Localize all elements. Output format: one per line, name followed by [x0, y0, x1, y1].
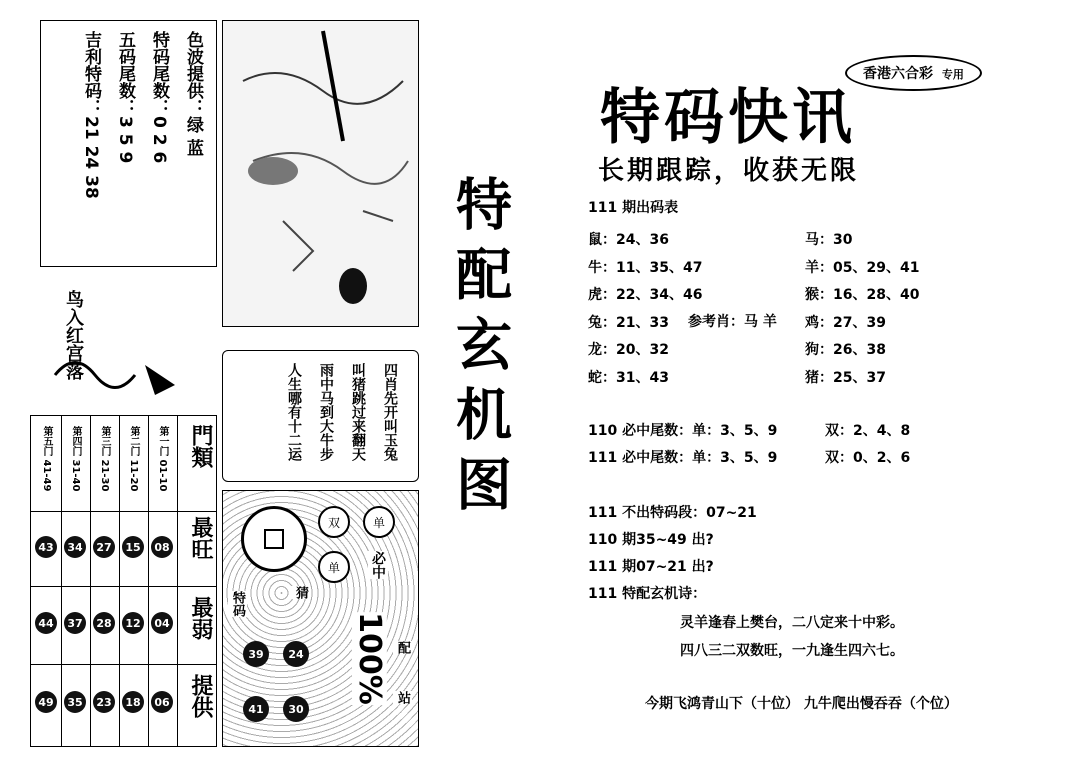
number-ball-offer: 06	[151, 691, 173, 713]
pick-label-2: 猜	[293, 586, 308, 599]
landscape-drawing	[223, 21, 418, 326]
line-c: 111 期07~21 出?	[588, 559, 714, 575]
zodiac-entry: 虎：22、34、46	[588, 287, 703, 303]
door-range: 第一门 01-10	[157, 426, 168, 492]
tail-111-even: 双：0、2、6	[825, 450, 911, 466]
coin-label: 必中	[370, 551, 386, 579]
poem-box	[222, 350, 419, 482]
table-header-column	[177, 416, 216, 746]
number-ball-offer: 49	[35, 691, 57, 713]
number-ball-offer: 18	[122, 691, 144, 713]
number-ball-hot: 15	[122, 536, 144, 558]
door-table	[30, 415, 217, 747]
number-ball-offer: 23	[93, 691, 115, 713]
door-range: 第四门 31-40	[70, 426, 81, 492]
number-ball-weak: 04	[151, 612, 173, 634]
coin-panel	[222, 490, 419, 747]
number-ball-offer: 35	[64, 691, 86, 713]
zodiac-entry: 猴：16、28、40	[805, 287, 920, 303]
pick-number-4: 30	[283, 696, 309, 722]
info-line-3: 五码尾数：3 5 9	[115, 31, 135, 164]
header-offer: 提供	[188, 674, 213, 718]
zodiac-entry: 兔：21、33	[588, 314, 669, 331]
line-b: 110 期35~49 出?	[588, 532, 714, 548]
pick-number-3: 24	[283, 641, 309, 667]
slogan: 长期跟踪，收获无限	[598, 156, 860, 186]
landscape-illustration	[222, 20, 419, 327]
footer-line: 今期飞鸿青山下（十位） 九牛爬出慢吞吞（个位）	[645, 696, 958, 712]
reference-zodiac: 参考肖：马 羊	[688, 314, 777, 330]
table-row	[148, 416, 178, 746]
zodiac-entry: 蛇：31、43	[588, 369, 669, 386]
number-ball-weak: 28	[93, 612, 115, 634]
poem-line-1: 四肖先开叫玉兔	[382, 363, 398, 461]
header-door: 門類	[188, 424, 213, 468]
door-range: 第五门 41-49	[41, 426, 52, 492]
info-panel	[40, 20, 217, 267]
coin-tag-3: 单	[363, 506, 395, 538]
zodiac-entry: 狗：26、38	[805, 342, 886, 358]
info-line-4: 吉利特码：21 24 38	[81, 31, 101, 199]
pick-number-2: 41	[243, 696, 269, 722]
left-page-title: 特配玄机图	[447, 175, 513, 525]
poem-line-a: 灵羊逢春上樊台，二八定来十中彩。	[680, 615, 904, 631]
hk-stamp	[845, 55, 982, 91]
tail-111: 111 必中尾数：单：3、5、9	[588, 450, 778, 466]
zodiac-entry: 猪：25、37	[805, 369, 886, 386]
zodiac-entry: 牛：11、35、47	[588, 259, 703, 276]
illustration-caption: 鸟入红宫落	[63, 290, 84, 380]
table-row	[32, 416, 62, 746]
poem-line-b: 四八三二双数旺，一九逢生四六七。	[680, 643, 904, 659]
number-ball-weak: 44	[35, 612, 57, 634]
table-row	[61, 416, 91, 746]
pick-label-3: 配	[395, 641, 410, 654]
number-ball-weak: 12	[122, 612, 144, 634]
poem-line-3: 雨中马到大牛步	[318, 363, 334, 461]
coin-icon	[241, 506, 307, 572]
number-ball-hot: 27	[93, 536, 115, 558]
header-weak: 最弱	[188, 596, 213, 640]
number-ball-weak: 37	[64, 612, 86, 634]
pick-label-1: 特码	[230, 591, 245, 617]
bird-sketch-icon	[45, 345, 185, 405]
number-ball-hot: 34	[64, 536, 86, 558]
info-line-1: 色波提供：绿 蓝	[183, 31, 203, 156]
hk-stamp-text: 香港六合彩	[863, 66, 933, 82]
zodiac-entry: 鼠：24、36	[588, 232, 669, 248]
number-ball-hot: 08	[151, 536, 173, 558]
tail-110: 110 必中尾数：单：3、5、9	[588, 423, 778, 439]
right-page	[540, 0, 1080, 775]
table-row	[90, 416, 120, 746]
pick-label-4: 站	[395, 691, 410, 704]
door-range: 第三门 21-30	[99, 426, 110, 492]
poem-line-2: 叫猪跳过来翻天	[350, 363, 366, 461]
header-hot: 最旺	[188, 516, 213, 560]
zodiac-entry: 龙：20、32	[588, 342, 669, 358]
tail-110-even: 双：2、4、8	[825, 423, 911, 439]
door-range: 第二门 11-20	[128, 426, 139, 492]
info-line-2: 特码尾数：0 2 6	[149, 31, 169, 164]
percent-badge: 100%	[351, 612, 387, 705]
number-ball-hot: 43	[35, 536, 57, 558]
table-row	[119, 416, 149, 746]
zodiac-entry: 羊：05、29、41	[805, 259, 920, 276]
right-page-title: 特码快讯	[600, 83, 856, 153]
zodiac-entry: 鸡：27、39	[805, 314, 886, 331]
table-title: 111 期出码表	[588, 200, 679, 216]
hk-stamp-sub: 专用	[941, 68, 964, 81]
coin-tag-1: 双	[318, 506, 350, 538]
poem-line-4: 人生哪有十二运	[286, 363, 302, 461]
pick-number-1: 39	[243, 641, 269, 667]
zodiac-entry: 马：30	[805, 232, 853, 248]
line-a: 111 不出特码段：07~21	[588, 505, 757, 521]
line-d: 111 特配玄机诗：	[588, 586, 707, 602]
coin-tag-2: 单	[318, 551, 350, 583]
